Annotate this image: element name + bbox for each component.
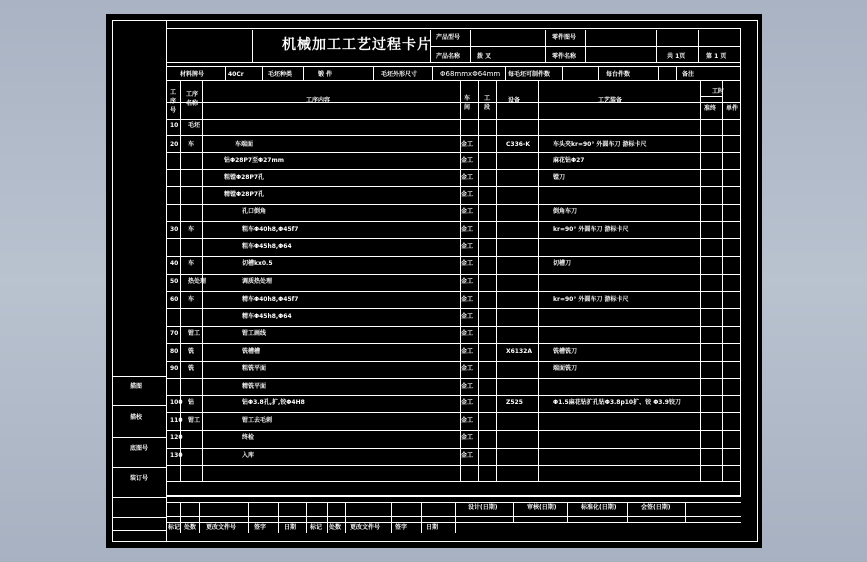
row-tooling: 端面铣刀 — [553, 365, 578, 372]
row-op-content: 钳工画线 — [242, 330, 267, 337]
grid-line-h — [166, 221, 741, 222]
side-label-trace: 描图 — [130, 383, 143, 390]
blank-dims-label: 毛坯外形尺寸 — [381, 71, 418, 78]
grid-line-v — [513, 502, 514, 522]
row-op-content: 粗车Φ40h8,Φ45f7 — [242, 226, 299, 233]
row-workshop: 金工 — [461, 208, 474, 215]
row-op-name: 铣 — [188, 365, 195, 372]
row-op-content: 入库 — [242, 452, 255, 459]
grid-line-h — [166, 204, 741, 205]
grid-line-h — [112, 376, 166, 377]
col-section: 工段 — [484, 95, 491, 111]
col-unit-time: 单件 — [726, 105, 739, 112]
grid-line-v — [262, 66, 263, 80]
row-op-name: 毛坯 — [188, 122, 201, 129]
grid-line-h — [166, 119, 741, 120]
revision-label: 签字 — [395, 524, 408, 531]
grid-line-v — [252, 30, 253, 62]
remarks-label: 备注 — [682, 71, 695, 78]
row-op-no: 90 — [170, 365, 179, 372]
col-work-hours: 工时 — [712, 88, 725, 95]
row-workshop: 金工 — [461, 243, 474, 250]
row-equipment: C336-K — [506, 141, 531, 148]
row-equipment: Z525 — [506, 399, 523, 406]
product-name-value: 拨 叉 — [477, 53, 492, 60]
row-op-no: 130 — [170, 452, 183, 459]
grid-line-h — [166, 238, 741, 239]
row-op-content: 粗铣平面 — [242, 365, 267, 372]
sig-countersign: 会签(日期) — [641, 504, 671, 511]
row-tooling: 麻花钻Φ27 — [553, 157, 585, 164]
grid-line-v — [478, 80, 479, 481]
grid-line-h — [166, 308, 741, 309]
grid-line-v — [700, 80, 701, 481]
sig-standard: 标准化(日期) — [581, 504, 617, 511]
row-op-name: 车 — [188, 226, 195, 233]
col-prep-time: 准终 — [704, 105, 717, 112]
row-op-no: 40 — [170, 260, 179, 267]
row-workshop: 金工 — [461, 417, 474, 424]
revision-label: 日期 — [284, 524, 297, 531]
grid-line-h — [166, 256, 741, 257]
col-op-no: 工序号 — [170, 89, 177, 114]
grid-line-v — [421, 502, 422, 533]
row-workshop: 金工 — [461, 226, 474, 233]
row-tooling: 倒角车刀 — [553, 208, 578, 215]
row-op-no: 10 — [170, 122, 179, 129]
grid-line-h — [166, 448, 741, 449]
row-workshop: 金工 — [461, 348, 474, 355]
grid-line-h — [166, 152, 741, 153]
grid-line-v — [676, 66, 677, 80]
row-workshop: 金工 — [461, 399, 474, 406]
grid-line-h — [166, 395, 741, 396]
grid-line-h — [166, 62, 741, 63]
grid-line-v — [166, 20, 167, 542]
grid-line-h — [166, 274, 741, 275]
grid-line-v — [722, 80, 723, 481]
revision-label: 更改文件号 — [206, 524, 237, 531]
material-grade-label: 材料牌号 — [180, 71, 205, 78]
row-workshop: 金工 — [461, 452, 474, 459]
grid-line-h — [166, 412, 741, 413]
grid-line-h — [166, 343, 741, 344]
grid-line-h — [166, 516, 741, 517]
row-op-content: 孔口倒角 — [242, 208, 267, 215]
row-op-content: 精镗Φ28P7孔 — [224, 191, 265, 198]
grid-line-h — [166, 186, 741, 187]
row-workshop: 金工 — [461, 174, 474, 181]
grid-line-h — [166, 66, 741, 67]
row-op-name: 车 — [188, 260, 195, 267]
row-op-no: 110 — [170, 417, 183, 424]
grid-line-v — [505, 66, 506, 80]
revision-label: 更改文件号 — [350, 524, 381, 531]
row-workshop: 金工 — [461, 313, 474, 320]
row-op-name: 钻 — [188, 399, 195, 406]
grid-line-h — [166, 522, 741, 523]
row-op-content: 钳工去毛刺 — [242, 417, 273, 424]
row-tooling: 铣槽铣刀 — [553, 348, 578, 355]
row-tooling: Φ1.5麻花钻扩孔钻Φ3.8p10扩、铰 Φ3.9铰刀 — [553, 399, 681, 406]
row-op-name: 车 — [188, 296, 195, 303]
row-workshop: 金工 — [461, 191, 474, 198]
grid-line-h — [112, 467, 166, 468]
row-op-content: 调质热处理 — [242, 278, 273, 285]
row-tooling: kr=90° 外圆车刀 游标卡尺 — [553, 296, 629, 303]
revision-label: 标记 — [168, 524, 181, 531]
grid-line-v — [391, 502, 392, 533]
row-op-no: 100 — [170, 399, 183, 406]
grid-line-h — [166, 169, 741, 170]
row-op-content: 精车Φ45h8,Φ64 — [242, 313, 292, 320]
blank-dims-value: Φ68mmxΦ64mm — [440, 70, 501, 78]
grid-line-v — [432, 66, 433, 80]
grid-line-h — [166, 135, 741, 136]
row-op-content: 粗车Φ45h8,Φ64 — [242, 243, 292, 250]
row-op-no: 120 — [170, 434, 183, 441]
grid-line-v — [700, 80, 701, 102]
product-model-label: 产品型号 — [436, 34, 461, 41]
grid-line-h — [166, 465, 741, 466]
grid-line-h — [112, 405, 166, 406]
grid-line-v — [562, 66, 563, 80]
grid-line-v — [373, 66, 374, 80]
grid-line-v — [327, 502, 328, 533]
row-workshop: 金工 — [461, 157, 474, 164]
row-op-no: 30 — [170, 226, 179, 233]
side-label-base-drawing: 底图号 — [130, 445, 149, 452]
row-workshop: 金工 — [461, 365, 474, 372]
row-workshop: 金工 — [461, 260, 474, 267]
grid-line-v — [303, 66, 304, 80]
grid-line-h — [166, 361, 741, 362]
product-name-label: 产品名称 — [436, 53, 461, 60]
row-tooling: 镗刀 — [553, 174, 566, 181]
row-workshop: 金工 — [461, 141, 474, 148]
row-equipment: X6132A — [506, 348, 532, 355]
sig-review: 审核(日期) — [527, 504, 557, 511]
grid-line-v — [658, 66, 659, 80]
row-tooling: kr=90° 外圆车刀 游标卡尺 — [553, 226, 629, 233]
row-workshop: 金工 — [461, 330, 474, 337]
grid-line-v — [598, 66, 599, 80]
row-op-name: 铣 — [188, 348, 195, 355]
row-op-name: 钳工 — [188, 417, 201, 424]
grid-line-v — [685, 502, 686, 522]
revision-label: 处数 — [329, 524, 342, 531]
row-op-name: 车 — [188, 141, 195, 148]
row-workshop: 金工 — [461, 278, 474, 285]
grid-line-v — [225, 66, 226, 80]
row-op-content: 精车Φ40h8,Φ45f7 — [242, 296, 299, 303]
grid-line-v — [538, 80, 539, 481]
row-op-content: 车端面 — [235, 141, 254, 148]
row-workshop: 金工 — [461, 434, 474, 441]
row-op-content: 钻Φ28P7至Φ27mm — [224, 157, 284, 164]
row-op-content: 终检 — [242, 434, 255, 441]
blank-type-value: 锻 件 — [318, 71, 333, 78]
row-op-no: 70 — [170, 330, 179, 337]
total-pages: 共 1页 — [667, 53, 686, 60]
row-tooling: 切槽刀 — [553, 260, 572, 267]
grid-line-h — [112, 497, 166, 498]
row-op-name: 热处理 — [188, 278, 207, 285]
grid-line-h — [166, 496, 741, 497]
col-op-content: 工序内容 — [306, 97, 331, 104]
grid-line-v — [455, 502, 456, 533]
col-workshop: 车间 — [464, 95, 471, 111]
card-title: 机械加工工艺过程卡片 — [282, 37, 432, 53]
grid-line-h — [112, 530, 166, 531]
parts-per-unit-label: 每台件数 — [606, 71, 631, 78]
side-label-binding: 装订号 — [130, 475, 149, 482]
col-equipment: 设备 — [508, 97, 521, 104]
grid-line-v — [306, 502, 307, 533]
side-label-check: 描校 — [130, 414, 143, 421]
row-tooling: 车头夹kr=90° 外圆车刀 游标卡尺 — [553, 141, 647, 148]
row-op-no: 60 — [170, 296, 179, 303]
grid-line-h — [112, 517, 166, 518]
grid-line-h — [166, 502, 741, 503]
row-op-content: 切槽kx0.5 — [242, 260, 273, 267]
grid-line-v — [567, 502, 568, 522]
grid-line-h — [700, 96, 722, 97]
grid-line-v — [496, 80, 497, 481]
grid-line-h — [166, 291, 741, 292]
grid-line-v — [248, 502, 249, 533]
row-op-content: 精铣平面 — [242, 383, 267, 390]
page-number: 第 1 页 — [706, 53, 727, 60]
row-op-content: 钻Φ3.8孔,扩,铰Φ4H8 — [242, 399, 305, 406]
part-drawing-no-label: 零件图号 — [552, 34, 577, 41]
part-name-label: 零件名称 — [552, 53, 577, 60]
col-op-name: 工序名称 — [186, 91, 199, 107]
row-workshop: 金工 — [461, 383, 474, 390]
blank-type-label: 毛坯种类 — [268, 71, 293, 78]
row-op-content: 粗镗Φ28P7孔 — [224, 174, 265, 181]
grid-line-v — [180, 502, 181, 533]
row-op-no: 50 — [170, 278, 179, 285]
grid-line-h — [166, 80, 741, 81]
revision-label: 标记 — [310, 524, 323, 531]
sig-design: 设计(日期) — [468, 504, 498, 511]
revision-label: 处数 — [184, 524, 197, 531]
revision-label: 日期 — [426, 524, 439, 531]
row-op-name: 钳工 — [188, 330, 201, 337]
row-op-no: 20 — [170, 141, 179, 148]
grid-line-h — [166, 326, 741, 327]
grid-line-h — [166, 430, 741, 431]
material-grade-value: 40Cr — [228, 71, 244, 78]
grid-line-h — [166, 378, 741, 379]
revision-label: 签字 — [254, 524, 267, 531]
grid-line-v — [627, 502, 628, 522]
parts-per-blank-label: 每毛坯可制件数 — [508, 71, 551, 78]
grid-line-h — [430, 46, 741, 47]
grid-line-v — [199, 502, 200, 533]
grid-line-h — [166, 481, 741, 482]
grid-line-v — [345, 502, 346, 533]
grid-line-v — [278, 502, 279, 533]
grid-line-h — [166, 102, 741, 103]
row-op-content: 铣槽槽 — [242, 348, 261, 355]
row-op-no: 80 — [170, 348, 179, 355]
grid-line-h — [112, 437, 166, 438]
row-workshop: 金工 — [461, 296, 474, 303]
col-tooling: 工艺装备 — [598, 97, 623, 104]
